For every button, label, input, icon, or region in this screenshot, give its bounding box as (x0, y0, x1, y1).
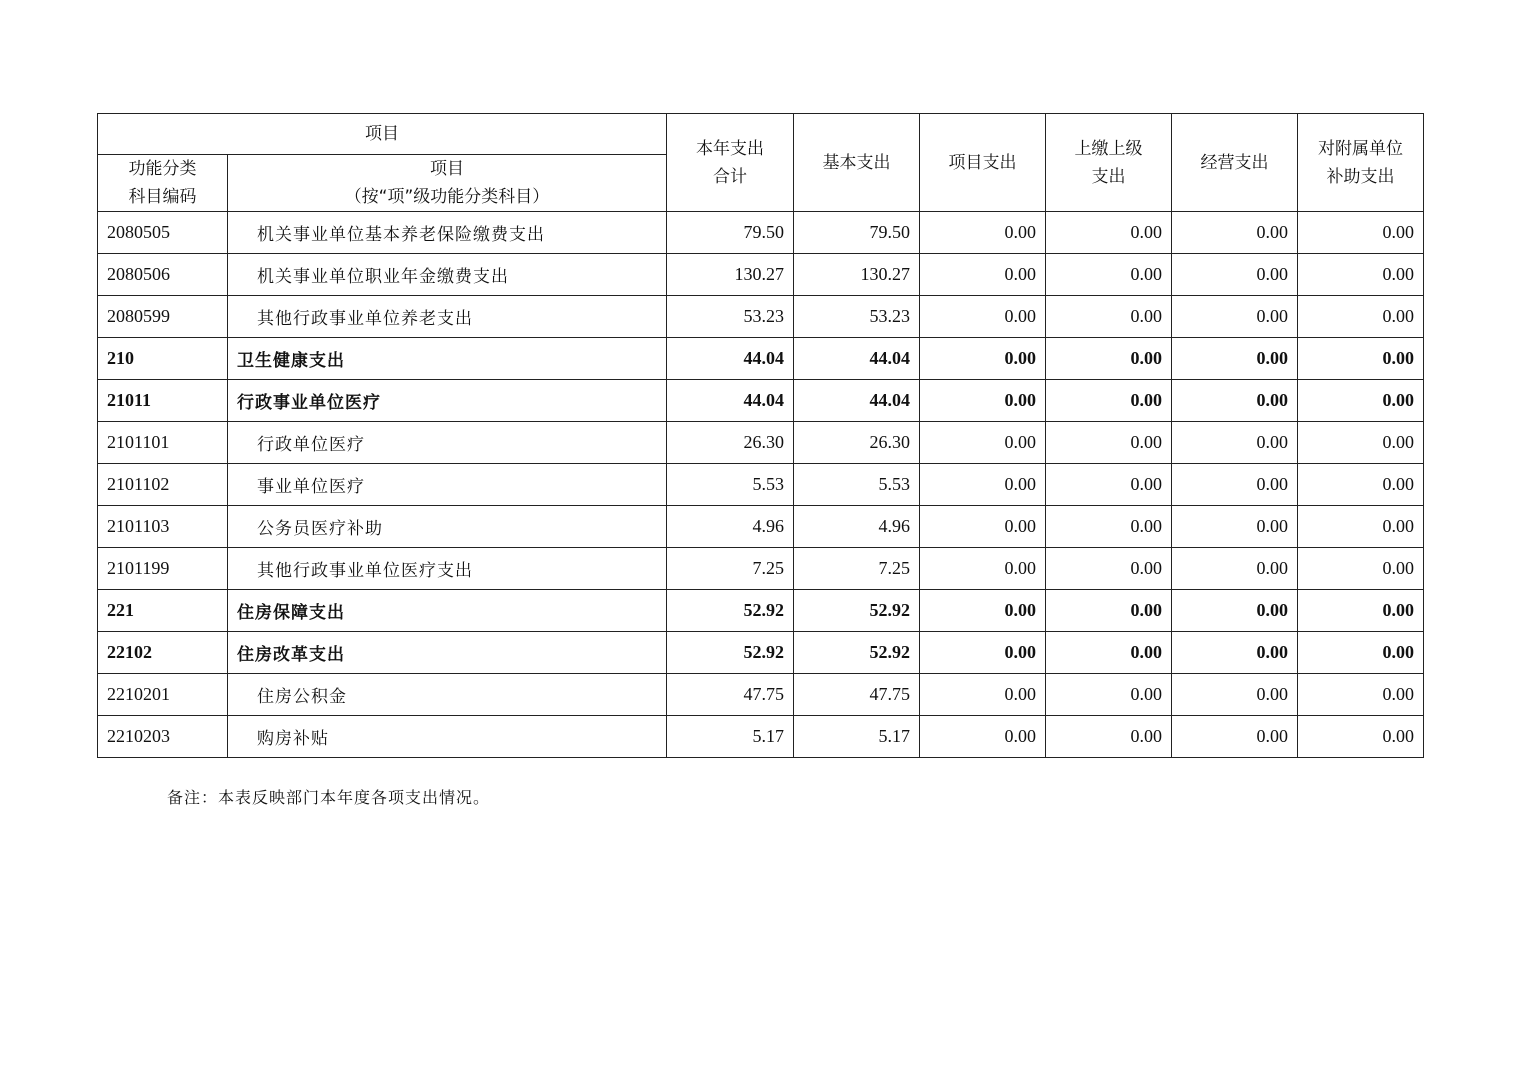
name-cell: 机关事业单位职业年金缴费支出 (228, 254, 667, 296)
basic-cell: 52.92 (794, 632, 920, 674)
upper-cell: 0.00 (1046, 212, 1172, 254)
code-cell: 2101199 (98, 548, 228, 590)
operating-cell: 0.00 (1172, 422, 1298, 464)
header-upper: 上缴上级 支出 (1046, 114, 1172, 212)
subsidy-cell: 0.00 (1298, 296, 1424, 338)
table-row (98, 296, 1424, 338)
table-row (98, 674, 1424, 716)
code-cell: 2080506 (98, 254, 228, 296)
header-row-top (98, 114, 1424, 155)
header-code: 功能分类 科目编码 (98, 155, 228, 212)
table-row (98, 422, 1424, 464)
code-cell: 2101102 (98, 464, 228, 506)
table-row (98, 380, 1424, 422)
operating-cell: 0.00 (1172, 464, 1298, 506)
operating-cell: 0.00 (1172, 380, 1298, 422)
basic-cell: 26.30 (794, 422, 920, 464)
header-basic: 基本支出 (794, 114, 920, 212)
project-cell: 0.00 (920, 590, 1046, 632)
header-operating: 经营支出 (1172, 114, 1298, 212)
upper-cell: 0.00 (1046, 338, 1172, 380)
total-cell: 52.92 (667, 590, 794, 632)
name-cell: 事业单位医疗 (228, 464, 667, 506)
project-cell: 0.00 (920, 212, 1046, 254)
name-cell: 行政单位医疗 (228, 422, 667, 464)
code-cell: 2101103 (98, 506, 228, 548)
code-cell: 22102 (98, 632, 228, 674)
total-cell: 44.04 (667, 338, 794, 380)
name-cell: 行政事业单位医疗 (228, 380, 667, 422)
table-row (98, 338, 1424, 380)
upper-cell: 0.00 (1046, 254, 1172, 296)
project-cell: 0.00 (920, 254, 1046, 296)
upper-cell: 0.00 (1046, 716, 1172, 758)
subsidy-cell: 0.00 (1298, 422, 1424, 464)
subsidy-cell: 0.00 (1298, 716, 1424, 758)
name-cell: 其他行政事业单位医疗支出 (228, 548, 667, 590)
project-cell: 0.00 (920, 380, 1046, 422)
project-cell: 0.00 (920, 632, 1046, 674)
table-row (98, 254, 1424, 296)
total-cell: 4.96 (667, 506, 794, 548)
project-cell: 0.00 (920, 506, 1046, 548)
subsidy-cell: 0.00 (1298, 548, 1424, 590)
total-cell: 52.92 (667, 632, 794, 674)
operating-cell: 0.00 (1172, 716, 1298, 758)
upper-cell: 0.00 (1046, 422, 1172, 464)
header-total: 本年支出 合计 (667, 114, 794, 212)
subsidy-cell: 0.00 (1298, 506, 1424, 548)
name-cell: 机关事业单位基本养老保险缴费支出 (228, 212, 667, 254)
basic-cell: 4.96 (794, 506, 920, 548)
upper-cell: 0.00 (1046, 506, 1172, 548)
total-cell: 79.50 (667, 212, 794, 254)
subsidy-cell: 0.00 (1298, 338, 1424, 380)
table-body (98, 212, 1424, 758)
project-cell: 0.00 (920, 716, 1046, 758)
operating-cell: 0.00 (1172, 338, 1298, 380)
table-row (98, 506, 1424, 548)
table-row (98, 716, 1424, 758)
upper-cell: 0.00 (1046, 464, 1172, 506)
code-cell: 21011 (98, 380, 228, 422)
total-cell: 5.17 (667, 716, 794, 758)
operating-cell: 0.00 (1172, 632, 1298, 674)
subsidy-cell: 0.00 (1298, 254, 1424, 296)
table-row (98, 464, 1424, 506)
basic-cell: 44.04 (794, 380, 920, 422)
project-cell: 0.00 (920, 296, 1046, 338)
code-cell: 2210203 (98, 716, 228, 758)
upper-cell: 0.00 (1046, 674, 1172, 716)
total-cell: 130.27 (667, 254, 794, 296)
upper-cell: 0.00 (1046, 548, 1172, 590)
table-row (98, 212, 1424, 254)
upper-cell: 0.00 (1046, 632, 1172, 674)
basic-cell: 79.50 (794, 212, 920, 254)
code-cell: 2080599 (98, 296, 228, 338)
upper-cell: 0.00 (1046, 590, 1172, 632)
operating-cell: 0.00 (1172, 506, 1298, 548)
operating-cell: 0.00 (1172, 548, 1298, 590)
subsidy-cell: 0.00 (1298, 590, 1424, 632)
total-cell: 47.75 (667, 674, 794, 716)
basic-cell: 7.25 (794, 548, 920, 590)
name-cell: 住房改革支出 (228, 632, 667, 674)
subsidy-cell: 0.00 (1298, 212, 1424, 254)
total-cell: 44.04 (667, 380, 794, 422)
subsidy-cell: 0.00 (1298, 632, 1424, 674)
code-cell: 210 (98, 338, 228, 380)
subsidy-cell: 0.00 (1298, 674, 1424, 716)
total-cell: 7.25 (667, 548, 794, 590)
expenditure-table (97, 113, 1424, 758)
basic-cell: 44.04 (794, 338, 920, 380)
basic-cell: 5.17 (794, 716, 920, 758)
basic-cell: 5.53 (794, 464, 920, 506)
operating-cell: 0.00 (1172, 212, 1298, 254)
header-subsidy: 对附属单位 补助支出 (1298, 114, 1424, 212)
code-cell: 2210201 (98, 674, 228, 716)
operating-cell: 0.00 (1172, 254, 1298, 296)
operating-cell: 0.00 (1172, 590, 1298, 632)
total-cell: 5.53 (667, 464, 794, 506)
basic-cell: 47.75 (794, 674, 920, 716)
project-cell: 0.00 (920, 548, 1046, 590)
header-item-group: 项目 (98, 114, 667, 155)
upper-cell: 0.00 (1046, 296, 1172, 338)
basic-cell: 130.27 (794, 254, 920, 296)
project-cell: 0.00 (920, 422, 1046, 464)
project-cell: 0.00 (920, 464, 1046, 506)
code-cell: 221 (98, 590, 228, 632)
name-cell: 卫生健康支出 (228, 338, 667, 380)
operating-cell: 0.00 (1172, 296, 1298, 338)
name-cell: 其他行政事业单位养老支出 (228, 296, 667, 338)
header-name: 项目 （按“项”级功能分类科目） (228, 155, 667, 212)
name-cell: 住房保障支出 (228, 590, 667, 632)
name-cell: 公务员医疗补助 (228, 506, 667, 548)
upper-cell: 0.00 (1046, 380, 1172, 422)
table-row (98, 590, 1424, 632)
table-row (98, 548, 1424, 590)
project-cell: 0.00 (920, 674, 1046, 716)
code-cell: 2080505 (98, 212, 228, 254)
basic-cell: 52.92 (794, 590, 920, 632)
subsidy-cell: 0.00 (1298, 380, 1424, 422)
table-row (98, 632, 1424, 674)
total-cell: 53.23 (667, 296, 794, 338)
operating-cell: 0.00 (1172, 674, 1298, 716)
project-cell: 0.00 (920, 338, 1046, 380)
footnote: 备注：本表反映部门本年度各项支出情况。 (167, 788, 491, 807)
total-cell: 26.30 (667, 422, 794, 464)
header-project: 项目支出 (920, 114, 1046, 212)
name-cell: 购房补贴 (228, 716, 667, 758)
name-cell: 住房公积金 (228, 674, 667, 716)
code-cell: 2101101 (98, 422, 228, 464)
subsidy-cell: 0.00 (1298, 464, 1424, 506)
basic-cell: 53.23 (794, 296, 920, 338)
